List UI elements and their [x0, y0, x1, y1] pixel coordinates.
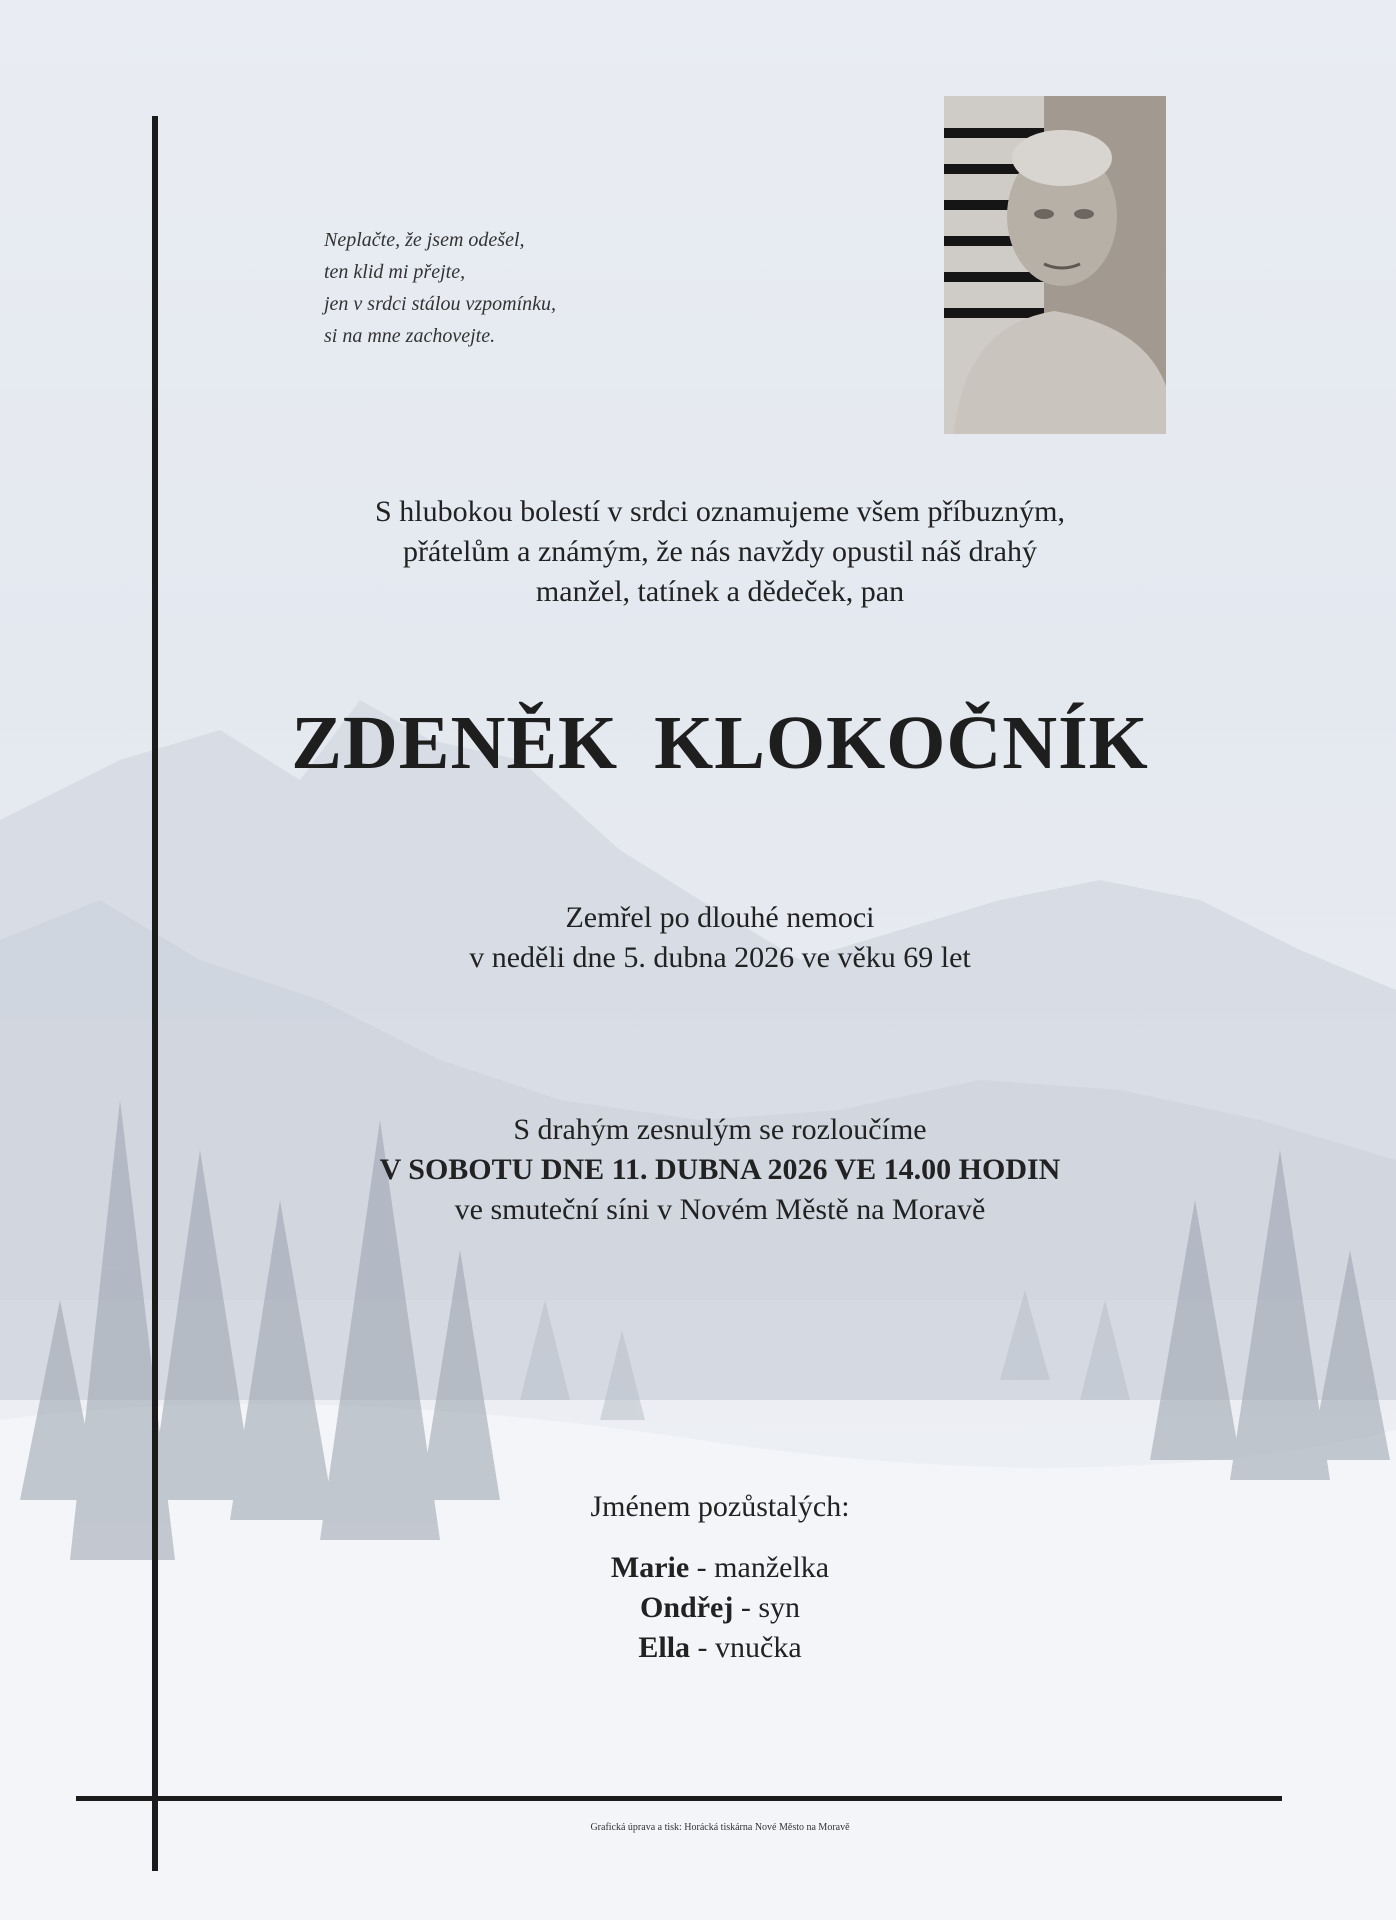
memorial-poem [324, 224, 556, 352]
poem-line: si na mne zachovejte. [324, 325, 496, 347]
horizontal-border-line [76, 1796, 1282, 1801]
announcement-line: S hlubokou bolestí v srdci oznamujeme všem příbuzným, [375, 495, 1065, 528]
funeral-info [170, 1110, 1270, 1230]
printer-credit: Grafická úprava a tisk: Horácká tiskárna Nové Město na Moravě [590, 1822, 850, 1833]
announcement-line: přátelům a známým, že nás navždy opustil náš drahý [403, 535, 1037, 568]
mourner-item [170, 1548, 1270, 1588]
last-name: KLOKOČNÍK [654, 701, 1149, 785]
first-name: ZDENĚK [291, 701, 619, 785]
mourners-heading: Jménem pozůstalých: [590, 1490, 850, 1523]
portrait-photo [944, 96, 1166, 434]
announcement-text [170, 492, 1270, 612]
funeral-date-time: V SOBOTU DNE 11. DUBNA 2026 VE 14.00 HODIN [379, 1153, 1061, 1186]
funeral-place: ve smuteční síni v Novém Městě na Moravě [454, 1193, 986, 1226]
vertical-border-line [152, 116, 158, 1871]
mourner-relation: - vnučka [697, 1631, 802, 1664]
announcement-line: manžel, tatínek a dědeček, pan [535, 575, 905, 608]
deceased-name [170, 700, 1270, 787]
mourner-item [170, 1588, 1270, 1628]
mourner-name: Ella [638, 1631, 691, 1664]
mourner-relation: - syn [740, 1591, 800, 1624]
poem-line: ten klid mi přejte, [324, 261, 466, 283]
funeral-line: S drahým zesnulým se rozloučíme [513, 1113, 927, 1146]
death-info-line: v neděli dne 5. dubna 2026 ve věku 69 let [469, 941, 971, 974]
mourner-name: Ondřej [640, 1591, 734, 1624]
mourner-item [170, 1628, 1270, 1668]
mourners-list [170, 1548, 1270, 1668]
death-info [170, 898, 1270, 978]
mourner-relation: - manželka [696, 1551, 830, 1584]
death-info-line: Zemřel po dlouhé nemoci [565, 901, 875, 934]
mourner-name: Marie [610, 1551, 690, 1584]
poem-line: Neplačte, že jsem odešel, [324, 229, 525, 251]
poem-line: jen v srdci stálou vzpomínku, [324, 293, 557, 315]
